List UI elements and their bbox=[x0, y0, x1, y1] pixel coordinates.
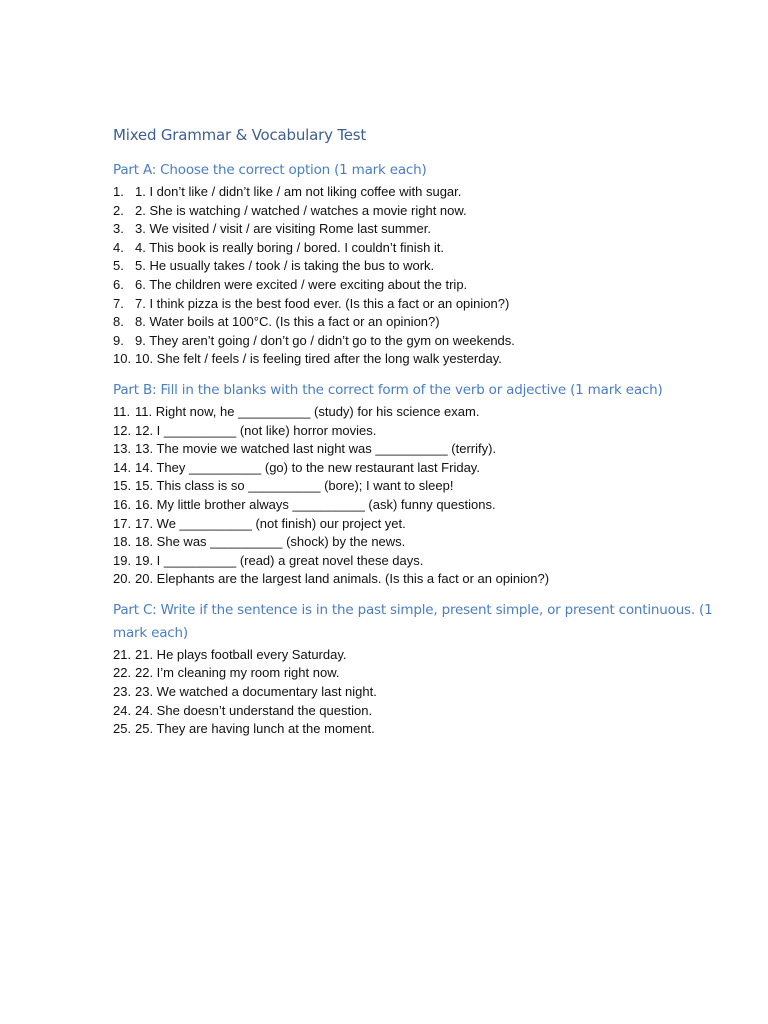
question-number: 4. bbox=[113, 239, 124, 255]
question-item bbox=[113, 276, 713, 295]
question-text: 3. We visited / visit / are visiting Rome last summer. bbox=[135, 221, 431, 237]
section-heading: Part B: Fill in the blanks with the correct form of the verb or adjective (1 mark each) bbox=[113, 381, 663, 398]
question-text: 23. We watched a documentary last night. bbox=[135, 684, 377, 700]
question-number: 21. bbox=[113, 646, 132, 662]
section-heading: Part A: Choose the correct option (1 mark each) bbox=[113, 162, 427, 178]
question-text: 15. This class is so __________ (bore); I want to sleep! bbox=[135, 478, 454, 494]
question-text: 18. She was __________ (shock) by the news. bbox=[135, 534, 406, 550]
question-number: 25. bbox=[113, 721, 132, 737]
document-title: Mixed Grammar & Vocabulary Test bbox=[113, 126, 367, 144]
question-item bbox=[113, 702, 713, 721]
question-text: 12. I __________ (not like) horror movies. bbox=[135, 422, 377, 438]
question-item bbox=[113, 332, 713, 351]
question-number: 13. bbox=[113, 441, 132, 457]
question-item bbox=[113, 570, 713, 589]
question-text: 19. I __________ (read) a great novel these days. bbox=[135, 552, 424, 568]
question-text: 21. He plays football every Saturday. bbox=[135, 646, 347, 662]
question-number: 7. bbox=[113, 295, 124, 311]
question-text: 4. This book is really boring / bored. I couldn’t finish it. bbox=[135, 239, 445, 255]
question-item bbox=[113, 239, 713, 258]
question-list bbox=[113, 183, 713, 369]
question-item bbox=[113, 202, 713, 221]
question-item bbox=[113, 295, 713, 314]
question-number: 14. bbox=[113, 459, 132, 475]
question-number: 19. bbox=[113, 552, 132, 568]
question-text: 7. I think pizza is the best food ever. (Is this a fact or an opinion?) bbox=[135, 295, 510, 311]
question-text: 20. Elephants are the largest land animals. (Is this a fact or an opinion?) bbox=[135, 571, 550, 587]
question-number: 6. bbox=[113, 276, 124, 292]
question-text: 22. I’m cleaning my room right now. bbox=[135, 665, 340, 681]
question-item bbox=[113, 683, 713, 702]
question-item bbox=[113, 350, 713, 369]
question-text: 9. They aren’t going / don’t go / didn’t go to the gym on weekends. bbox=[135, 332, 515, 348]
question-text: 17. We __________ (not finish) our project yet. bbox=[135, 515, 406, 531]
question-number: 2. bbox=[113, 202, 124, 218]
question-text: 24. She doesn’t understand the question. bbox=[135, 702, 373, 718]
question-item bbox=[113, 313, 713, 332]
question-text: 13. The movie we watched last night was __________ (terrify). bbox=[135, 441, 497, 457]
document-page bbox=[113, 124, 713, 749]
question-text: 11. Right now, he __________ (study) for his science exam. bbox=[135, 403, 480, 419]
question-number: 8. bbox=[113, 314, 124, 330]
question-number: 3. bbox=[113, 221, 124, 237]
question-number: 15. bbox=[113, 478, 132, 494]
question-number: 1. bbox=[113, 184, 124, 199]
question-number: 16. bbox=[113, 496, 132, 512]
question-item bbox=[113, 403, 713, 422]
question-item bbox=[113, 257, 713, 276]
sections-container bbox=[113, 159, 713, 739]
question-number: 11. bbox=[113, 403, 131, 419]
question-item bbox=[113, 664, 713, 683]
question-item bbox=[113, 440, 713, 459]
question-text: 8. Water boils at 100°C. (Is this a fact or an opinion?) bbox=[135, 314, 440, 330]
question-number: 23. bbox=[113, 684, 132, 700]
question-text: 6. The children were excited / were exciting about the trip. bbox=[135, 276, 468, 292]
question-item bbox=[113, 515, 713, 534]
question-number: 22. bbox=[113, 665, 132, 681]
question-number: 5. bbox=[113, 258, 124, 274]
question-item bbox=[113, 220, 713, 239]
question-list bbox=[113, 403, 713, 589]
question-item bbox=[113, 496, 713, 515]
question-number: 24. bbox=[113, 702, 132, 718]
question-item bbox=[113, 183, 713, 202]
question-item bbox=[113, 646, 713, 665]
question-number: 18. bbox=[113, 534, 132, 550]
section-heading: Part C: Write if the sentence is in the past simple, present simple, or present continuous. (1 mark each) bbox=[113, 601, 713, 641]
question-item bbox=[113, 459, 713, 478]
question-text: 14. They __________ (go) to the new restaurant last Friday. bbox=[135, 459, 480, 475]
question-number: 12. bbox=[113, 422, 132, 438]
question-text: 2. She is watching / watched / watches a movie right now. bbox=[135, 202, 467, 218]
question-number: 17. bbox=[113, 515, 132, 531]
question-number: 10. bbox=[113, 351, 132, 367]
question-text: 25. They are having lunch at the moment. bbox=[135, 721, 375, 737]
question-item bbox=[113, 477, 713, 496]
question-text: 1. I don’t like / didn’t like / am not liking coffee with sugar. bbox=[135, 184, 462, 199]
question-number: 9. bbox=[113, 332, 124, 348]
question-item bbox=[113, 720, 713, 739]
question-text: 16. My little brother always __________ (ask) funny questions. bbox=[135, 496, 496, 512]
question-list bbox=[113, 646, 713, 739]
question-text: 10. She felt / feels / is feeling tired after the long walk yesterday. bbox=[135, 351, 502, 367]
question-item bbox=[113, 533, 713, 552]
question-number: 20. bbox=[113, 571, 132, 587]
question-item bbox=[113, 552, 713, 571]
question-text: 5. He usually takes / took / is taking the bus to work. bbox=[135, 258, 435, 274]
question-item bbox=[113, 422, 713, 441]
